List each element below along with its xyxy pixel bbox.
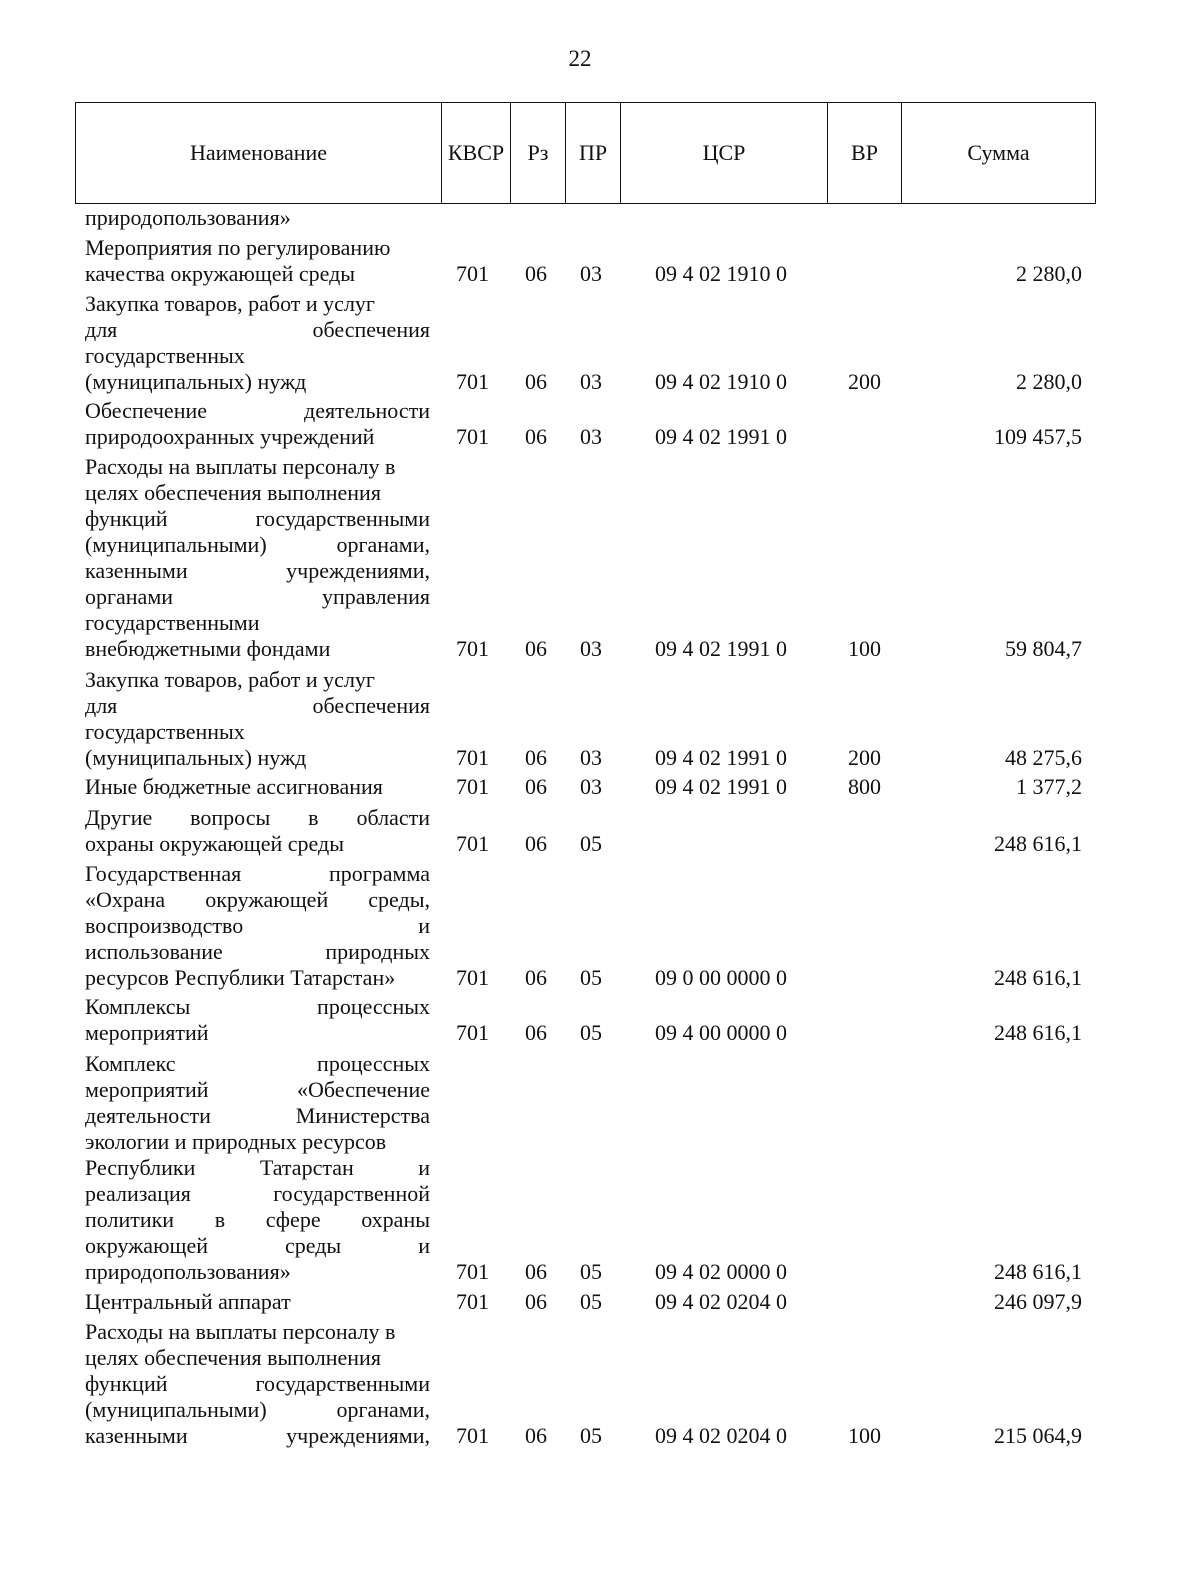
row-name-line: (муниципальных) нужд (85, 369, 307, 394)
cell-sum: 59 804,7 (1005, 636, 1082, 661)
row-name (85, 291, 430, 395)
header-vr: ВР (828, 103, 902, 204)
cell-rz: 06 (525, 1259, 547, 1284)
row-name-line: экологии и природных ресурсов (85, 1129, 387, 1154)
row-name-line: воспроизводство и (85, 913, 430, 938)
row-name-line: «Охрана окружающей среды, (85, 887, 430, 912)
row-name-line: органами управления (85, 584, 430, 609)
cell-pr: 05 (580, 831, 602, 856)
cell-csr: 09 4 00 0000 0 (655, 1020, 787, 1045)
row-name (85, 805, 430, 857)
row-name-line: функций государственными (85, 506, 430, 531)
row-name-line: Другие вопросы в области (85, 805, 430, 830)
row-name-line: мероприятий (85, 1020, 209, 1045)
cell-pr: 05 (580, 1423, 602, 1448)
cell-pr: 03 (580, 369, 602, 394)
row-name-line: целях обеспечения выполнения (85, 480, 381, 505)
row-name-line: Центральный аппарат (85, 1289, 291, 1314)
cell-rz: 06 (525, 636, 547, 661)
row-name-line: Закупка товаров, работ и услуг (85, 291, 375, 316)
row-name-line: государственными (85, 610, 260, 635)
cell-pr: 05 (580, 1259, 602, 1284)
row-name-line: качества окружающей среды (85, 261, 356, 286)
row-name-line: Комплекс процессных (85, 1051, 430, 1076)
cell-sum: 48 275,6 (1005, 745, 1082, 770)
row-name-line: для обеспечения (85, 317, 430, 342)
cell-rz: 06 (525, 424, 547, 449)
row-name-line: казенными учреждениями, (85, 1423, 430, 1448)
row-name (85, 235, 430, 287)
cell-kvsr: 701 (456, 1423, 489, 1448)
cell-vr: 100 (848, 636, 881, 661)
row-name-line: политики в сфере охраны (85, 1207, 430, 1232)
cell-pr: 03 (580, 636, 602, 661)
cell-sum: 1 377,2 (1016, 774, 1082, 799)
row-name (85, 205, 430, 231)
row-name-line: реализация государственной (85, 1181, 430, 1206)
cell-rz: 06 (525, 261, 547, 286)
row-name-line: Иные бюджетные ассигнования (85, 774, 383, 799)
cell-pr: 05 (580, 1020, 602, 1045)
cell-sum: 248 616,1 (994, 831, 1082, 856)
cell-rz: 06 (525, 1289, 547, 1314)
cell-vr: 200 (848, 745, 881, 770)
row-name-line: природопользования» (85, 205, 291, 230)
cell-pr: 03 (580, 745, 602, 770)
cell-csr: 09 4 02 0000 0 (655, 1259, 787, 1284)
row-name (85, 774, 430, 800)
row-name-line: Обеспечение деятельности (85, 398, 430, 423)
row-name (85, 861, 430, 991)
cell-pr: 05 (580, 1289, 602, 1314)
header-sum: Сумма (902, 103, 1096, 204)
header-name: Наименование (76, 103, 442, 204)
cell-rz: 06 (525, 831, 547, 856)
cell-csr: 09 4 02 0204 0 (655, 1423, 787, 1448)
row-name-line: внебюджетными фондами (85, 636, 331, 661)
cell-vr: 100 (848, 1423, 881, 1448)
cell-csr: 09 0 00 0000 0 (655, 965, 787, 990)
row-name-line: функций государственными (85, 1371, 430, 1396)
cell-rz: 06 (525, 369, 547, 394)
cell-rz: 06 (525, 1423, 547, 1448)
cell-csr: 09 4 02 1991 0 (655, 745, 787, 770)
row-name (85, 1289, 430, 1315)
cell-sum: 248 616,1 (994, 1259, 1082, 1284)
cell-kvsr: 701 (456, 1289, 489, 1314)
row-name-line: окружающей среды и (85, 1233, 430, 1258)
header-pr: ПР (566, 103, 621, 204)
cell-pr: 05 (580, 965, 602, 990)
row-name (85, 667, 430, 771)
cell-kvsr: 701 (456, 261, 489, 286)
cell-sum: 215 064,9 (994, 1423, 1082, 1448)
cell-kvsr: 701 (456, 1259, 489, 1284)
row-name-line: для обеспечения (85, 693, 430, 718)
cell-kvsr: 701 (456, 636, 489, 661)
row-name-line: Расходы на выплаты персоналу в (85, 454, 396, 479)
cell-rz: 06 (525, 965, 547, 990)
cell-pr: 03 (580, 774, 602, 799)
row-name-line: (муниципальных) нужд (85, 745, 307, 770)
row-name-line: казенными учреждениями, (85, 558, 430, 583)
row-name-line: целях обеспечения выполнения (85, 1345, 381, 1370)
row-name-line: ресурсов Республики Татарстан» (85, 965, 396, 990)
cell-kvsr: 701 (456, 774, 489, 799)
cell-kvsr: 701 (456, 965, 489, 990)
row-name (85, 994, 430, 1046)
row-name-line: Республики Татарстан и (85, 1155, 430, 1180)
cell-kvsr: 701 (456, 424, 489, 449)
row-name-line: мероприятий «Обеспечение (85, 1077, 430, 1102)
cell-sum: 2 280,0 (1016, 261, 1082, 286)
cell-csr: 09 4 02 0204 0 (655, 1289, 787, 1314)
cell-rz: 06 (525, 745, 547, 770)
cell-csr: 09 4 02 1991 0 (655, 774, 787, 799)
row-name-line: охраны окружающей среды (85, 831, 344, 856)
cell-sum: 248 616,1 (994, 965, 1082, 990)
row-name-line: природоохранных учреждений (85, 424, 375, 449)
cell-pr: 03 (580, 424, 602, 449)
row-name-line: (муниципальными) органами, (85, 1397, 430, 1422)
cell-vr: 800 (848, 774, 881, 799)
cell-sum: 246 097,9 (994, 1289, 1082, 1314)
cell-vr: 200 (848, 369, 881, 394)
cell-kvsr: 701 (456, 369, 489, 394)
row-name-line: деятельности Министерства (85, 1103, 430, 1128)
row-name-line: государственных (85, 719, 245, 744)
row-name-line: Комплексы процессных (85, 994, 430, 1019)
cell-pr: 03 (580, 261, 602, 286)
cell-kvsr: 701 (456, 1020, 489, 1045)
cell-rz: 06 (525, 774, 547, 799)
header-csr: ЦСР (621, 103, 828, 204)
row-name-line: Закупка товаров, работ и услуг (85, 667, 375, 692)
page-number: 22 (568, 46, 592, 71)
row-name (85, 1319, 430, 1449)
row-name-line: (муниципальными) органами, (85, 532, 430, 557)
header-kvsr: КВСР (442, 103, 511, 204)
cell-csr: 09 4 02 1910 0 (655, 369, 787, 394)
cell-sum: 2 280,0 (1016, 369, 1082, 394)
cell-kvsr: 701 (456, 831, 489, 856)
row-name-line: Расходы на выплаты персоналу в (85, 1319, 396, 1344)
row-name (85, 1051, 430, 1285)
cell-kvsr: 701 (456, 745, 489, 770)
row-name-line: природопользования» (85, 1259, 291, 1284)
row-name (85, 398, 430, 450)
header-rz: Рз (511, 103, 566, 204)
cell-sum: 109 457,5 (994, 424, 1082, 449)
cell-rz: 06 (525, 1020, 547, 1045)
cell-csr: 09 4 02 1991 0 (655, 424, 787, 449)
row-name-line: использование природных (85, 939, 430, 964)
cell-csr: 09 4 02 1910 0 (655, 261, 787, 286)
row-name-line: Мероприятия по регулированию (85, 235, 391, 260)
cell-sum: 248 616,1 (994, 1020, 1082, 1045)
row-name-line: государственных (85, 343, 245, 368)
row-name (85, 454, 430, 662)
row-name-line: Государственная программа (85, 861, 430, 886)
cell-csr: 09 4 02 1991 0 (655, 636, 787, 661)
